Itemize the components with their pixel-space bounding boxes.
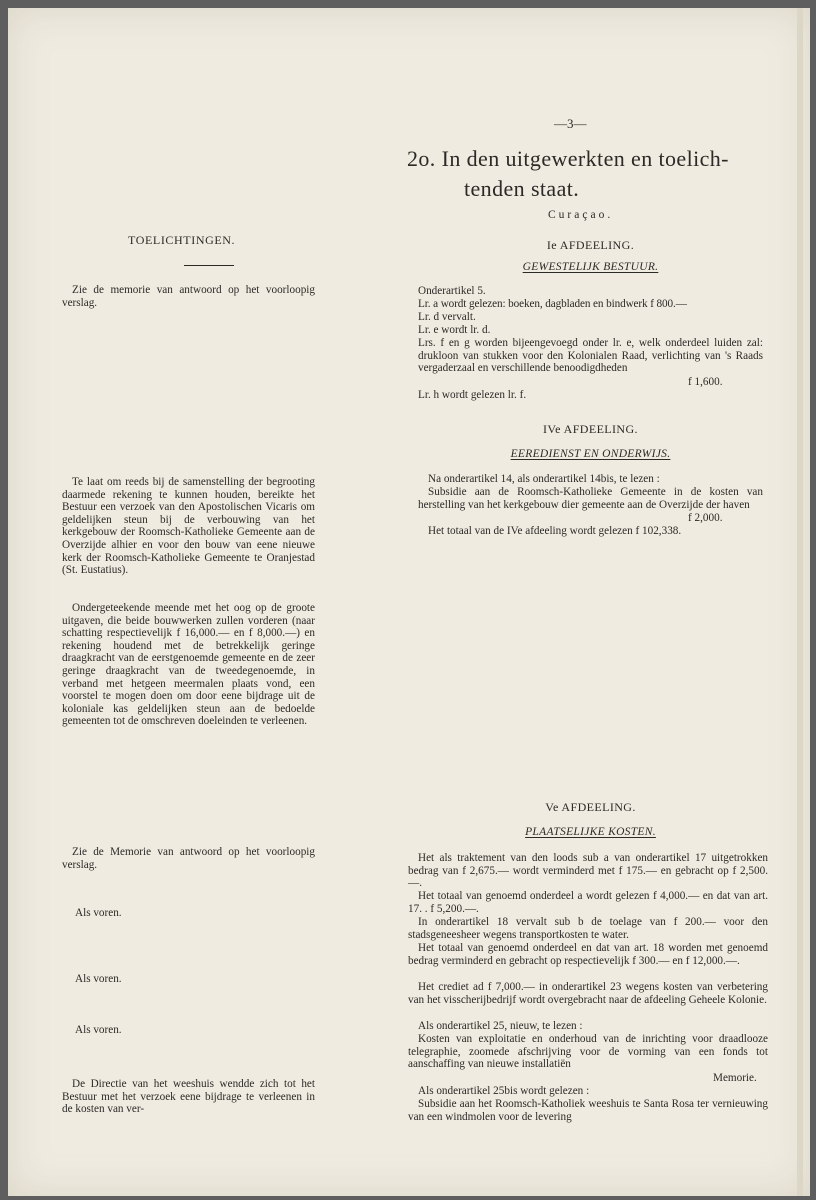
sec5-para-8: Als onderartikel 25bis wordt gelezen : (418, 1085, 590, 1097)
page-edge (797, 8, 803, 1196)
sec1-line-5 (418, 337, 763, 375)
page-number: —3— (554, 116, 587, 131)
sec1-line-5-amount: f 1,600. (688, 376, 723, 388)
sec5-para-1: Het als traktement van den loods sub a van onderartikel 17 uitgetrokken bedrag van f 2,675.— wordt verminderd met f 175.— en gebracht op f 2,500.—. (408, 852, 768, 890)
section-1-subtitle: GEWESTELIJK BESTUUR. (522, 261, 659, 273)
sec4-total: Het totaal van de IVe afdeeling wordt gelezen f 102,338. (428, 525, 682, 537)
section-5-subtitle: PLAATSELIJKE KOSTEN. (525, 826, 656, 838)
sec1-line-1: Onderartikel 5. (418, 285, 486, 297)
left-note-3: Zie de Memorie van antwoord op het voorloopig verslag. (62, 846, 315, 871)
place-name: Curaçao. (548, 209, 614, 221)
section-4-subtitle: EEREDIENST EN ONDERWIJS. (510, 448, 671, 460)
left-note-as-before-2: Als voren. (75, 973, 122, 985)
sec1-line-3: Lr. d vervalt. (418, 311, 476, 323)
sec5-para-2: Het totaal van genoemd onderdeel a wordt gelezen f 4,000.— en dat van art. 17. . f 5,200.—. (408, 890, 768, 915)
section-heading-line2: tenden staat. (464, 176, 580, 201)
sec5-para-7-amount: Memorie. (713, 1072, 757, 1084)
sec4-line-2: Subsidie aan de Roomsch-Katholieke Gemeente in de kosten van herstelling van het kerkgebouw dier gemeente aan de Overzijde der haven (418, 486, 763, 511)
sec5-para-7: Kosten van exploitatie en onderhoud van de inrichting voor draadlooze telegraphie, zoomede afschrijving voor de vorming van een fonds tot aanschaffing van nieuwe installatiën (408, 1033, 768, 1071)
section-4-title: IVe AFDEELING. (543, 422, 638, 436)
sec5-para-3: In onderartikel 18 vervalt sub b de toelage van f 200.— voor den stadsgeneesheer wegens transportkosten te water. (408, 916, 768, 941)
sec4-line-2-amount: f 2,000. (688, 512, 723, 524)
sec5-para-9: Subsidie aan het Roomsch-Katholiek weeshuis te Santa Rosa ter vernieuwing van een windmolen voor de levering (408, 1098, 768, 1123)
section-5-title: Ve AFDEELING. (545, 800, 636, 814)
title-divider (184, 265, 234, 266)
left-note-2b: Ondergeteekende meende met het oog op de groote uitgaven, die beide bouwwerken zullen vorderen (naar schatting respectievelijk f 16,000.— en f 8,000.—) en rekening houdend met de betrekkelijk geringe draagkracht van de eerstgenoemde gemeente en de zeer geringe draagkracht van de tweedegenoemde, in verband met hetgeen meermalen plaats vond, een voorstel te mogen doen om door eene bijdrage uit de koloniale kas geldelijken steun aan de bedoelde gemeenten tot de omschreven doeleinden te verleenen. (62, 602, 315, 728)
sec1-line-2: Lr. a wordt gelezen: boeken, dagbladen en bindwerk f 800.— (418, 298, 687, 310)
document-page (8, 8, 810, 1196)
sec5-para-5: Het crediet ad f 7,000.— in onderartikel 23 wegens kosten van verbetering van het visscherijbedrijf wordt overgebracht naar de afdeeling Geheele Kolonie. (408, 981, 768, 1006)
left-column-title: TOELICHTINGEN. (128, 233, 236, 247)
section-heading-line1: 2o. In den uitgewerkten en toelich- (407, 146, 729, 171)
sec1-line-4: Lr. e wordt lr. d. (418, 324, 491, 336)
sec5-para-6: Als onderartikel 25, nieuw, te lezen : (418, 1020, 583, 1032)
left-note-as-before-1: Als voren. (75, 907, 122, 919)
left-note-1: Zie de memorie van antwoord op het voorloopig verslag. (62, 284, 315, 309)
section-1-title: Ie AFDEELING. (546, 238, 635, 252)
sec1-line-6: Lr. h wordt gelezen lr. f. (418, 389, 527, 401)
sec1-line-5-text: Lrs. f en g worden bijeengevoegd onder lr. e, welk onderdeel luiden zal: drukloon van stukken voor den Kolonialen Raad, verlichting van 's Raads vergaderzaal en verschillende benoodigdheden (418, 337, 763, 375)
sec4-line-1: Na onderartikel 14, als onderartikel 14bis, te lezen : (428, 473, 660, 485)
left-note-2a: Te laat om reeds bij de samenstelling der begrooting daarmede rekening te kunnen houden, bereikte het Bestuur een verzoek van den Apostolischen Vicaris om geldelijken steun bij de verbouwing van het kerkgebouw der Roomsch-Katholieke Gemeente aan de Overzijde alhier en voor den bouw van eene nieuwe kerk der Roomsch-Katholieke Gemeente te Oranjestad (St. Eustatius). (62, 476, 315, 577)
left-note-4: De Directie van het weeshuis wendde zich tot het Bestuur met het verzoek eene bijdrage te verleenen in de kosten van ver- (62, 1078, 315, 1116)
left-note-as-before-3: Als voren. (75, 1024, 122, 1036)
sec5-para-4: Het totaal van genoemd onderdeel en dat van art. 18 worden met genoemd bedrag verminderd en gebracht op respectievelijk f 300.— en f 12,000.—. (408, 942, 768, 967)
